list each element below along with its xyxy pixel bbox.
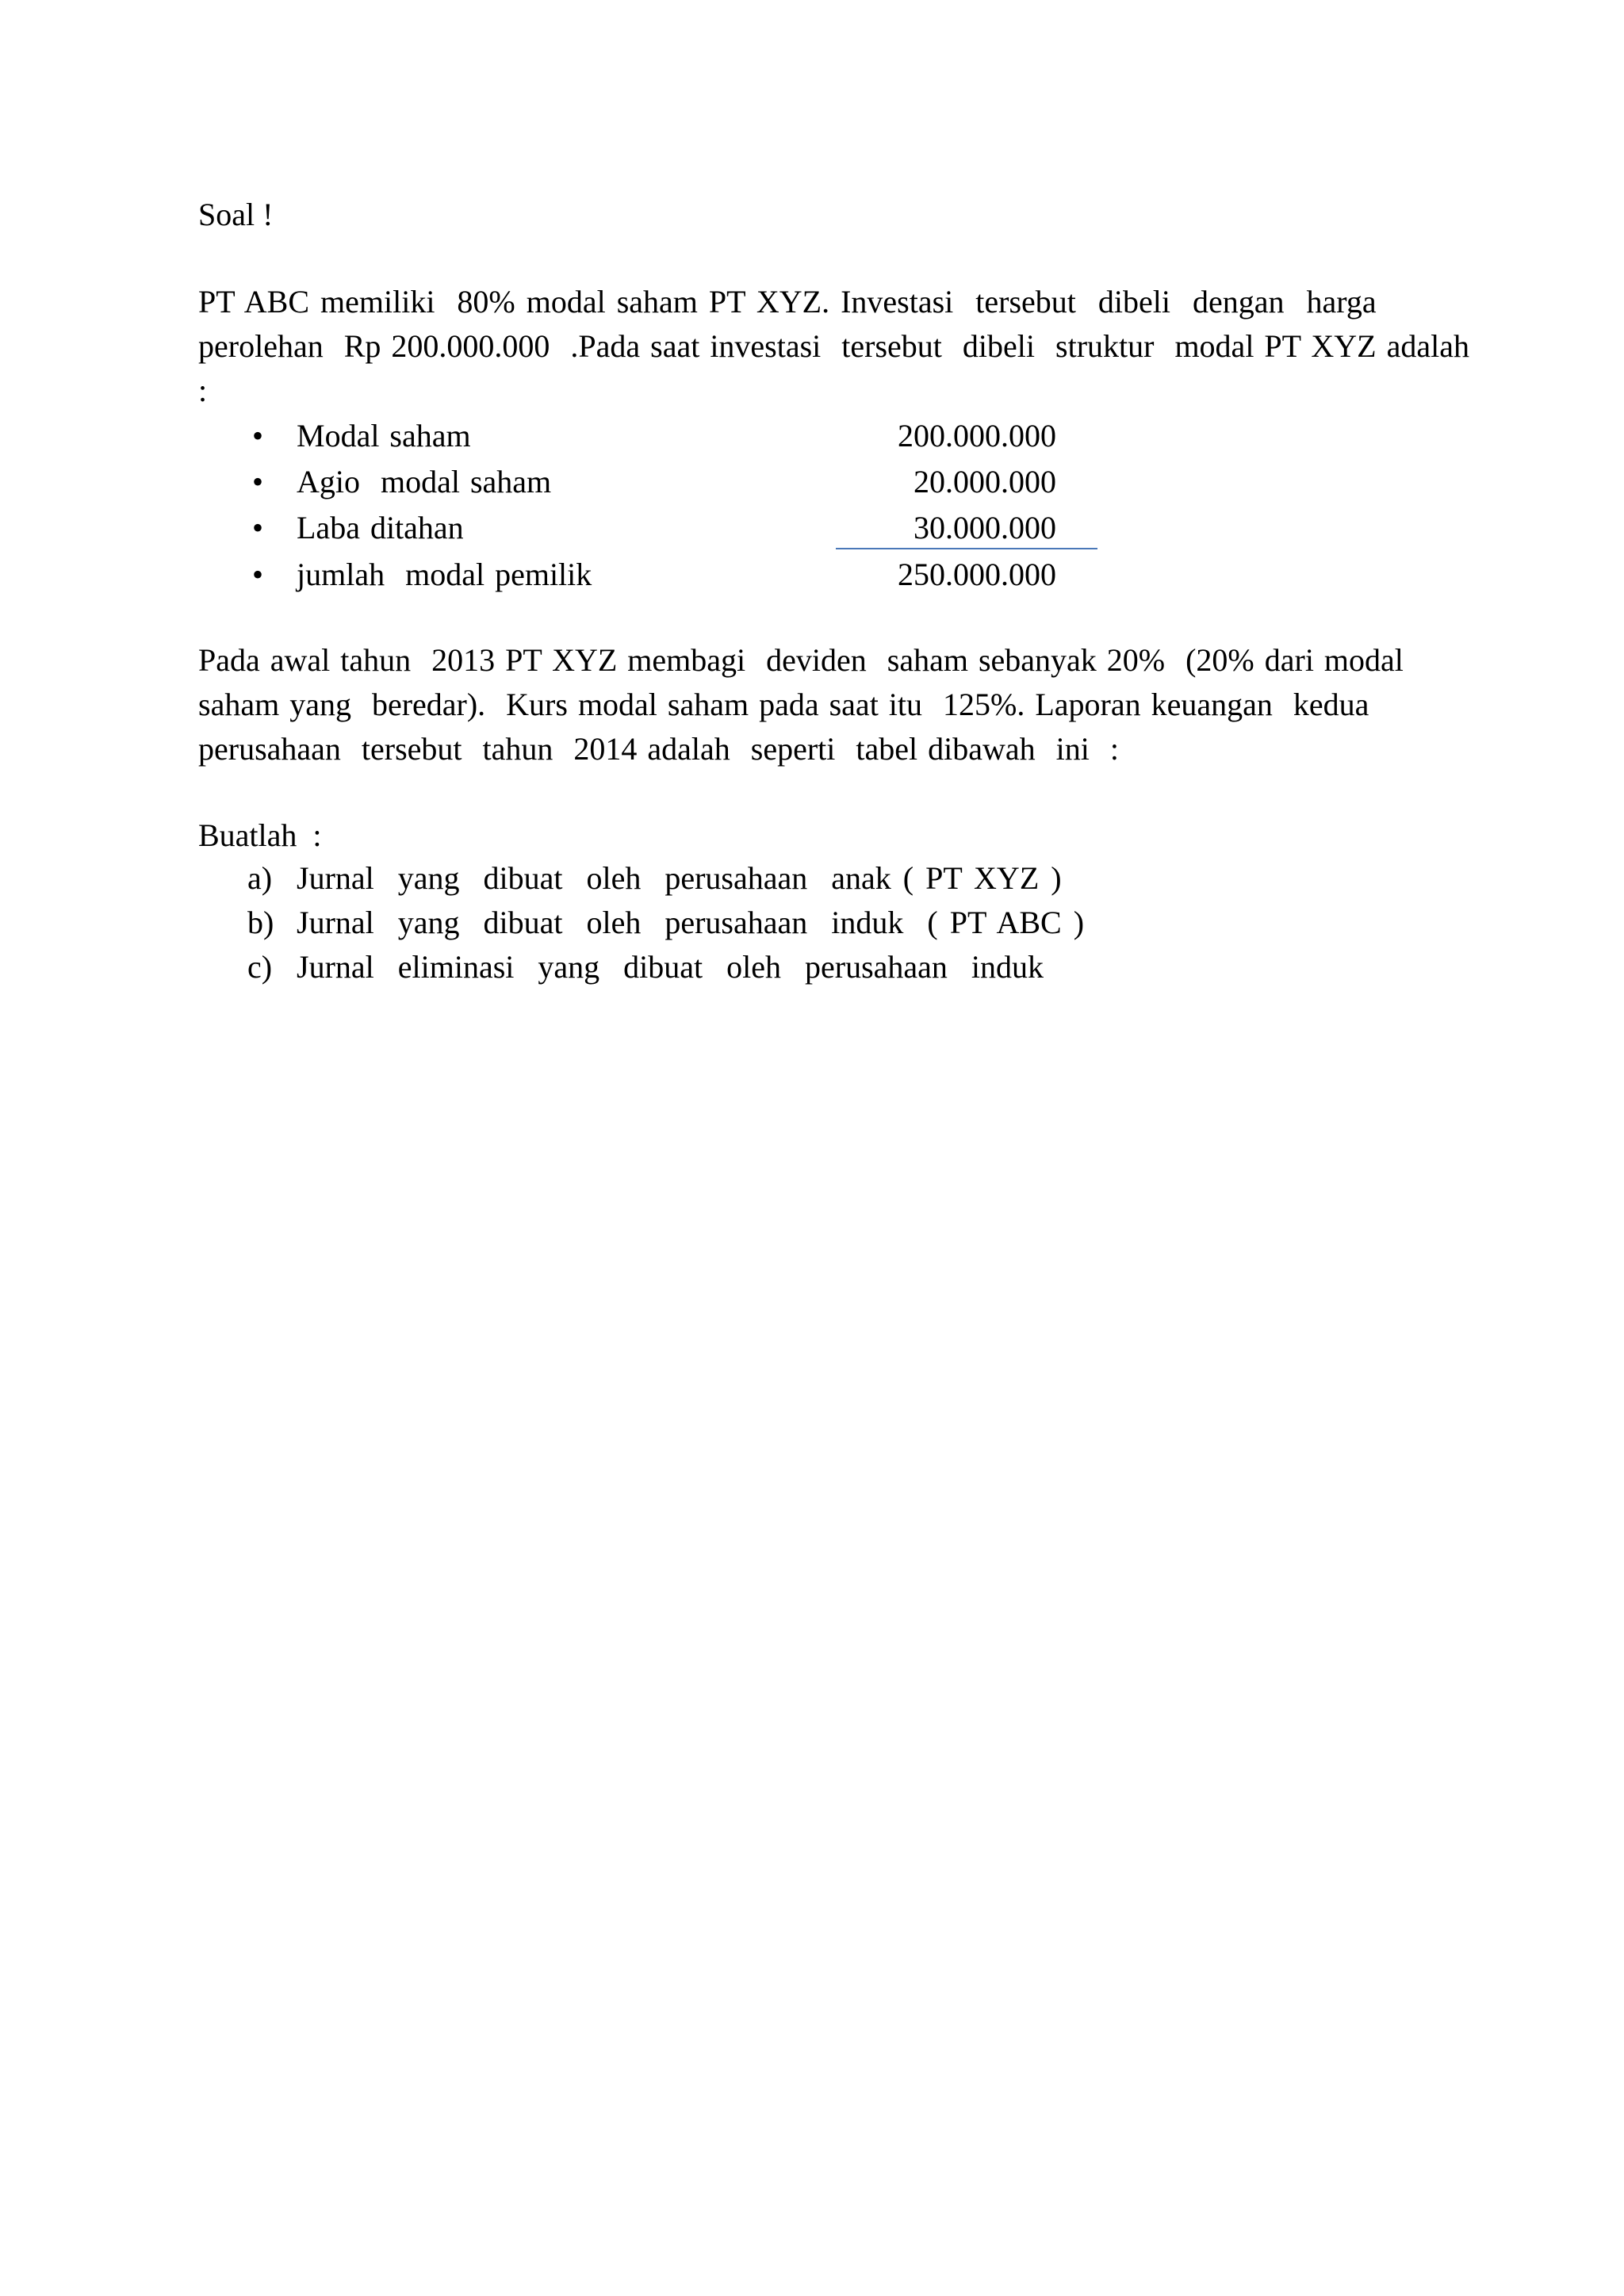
dividend-line-1: Pada awal tahun 2013 PT XYZ membagi deviden saham sebanyak 20% (20% dari modal bbox=[198, 642, 1404, 678]
capital-row-value: 200.000.000 bbox=[898, 418, 1056, 453]
bullet-icon: • bbox=[251, 464, 263, 499]
task-item bbox=[0, 857, 1624, 900]
capital-row-label: jumlah modal pemilik bbox=[297, 557, 592, 592]
capital-row-label: Agio modal saham bbox=[297, 464, 552, 499]
capital-row-label: Laba ditahan bbox=[297, 510, 464, 545]
task-item bbox=[0, 901, 1624, 944]
intro-line-3: : bbox=[198, 373, 208, 408]
capital-row-total-equity bbox=[0, 553, 1624, 596]
intro-line-2: perolehan Rp 200.000.000 .Pada saat investasi tersebut dibeli struktur modal PT XYZ adalah bbox=[198, 328, 1469, 364]
capital-row-label: Modal saham bbox=[297, 418, 471, 453]
bullet-icon: • bbox=[251, 510, 263, 545]
capital-row-share-capital bbox=[0, 415, 1624, 457]
capital-row-value: 30.000.000 bbox=[914, 510, 1056, 545]
bullet-icon: • bbox=[251, 557, 263, 592]
instruction-heading: Buatlah : bbox=[198, 817, 322, 853]
task-marker: b) bbox=[247, 905, 274, 940]
capital-row-retained-earnings bbox=[0, 507, 1624, 549]
task-text: Jurnal yang dibuat oleh perusahaan induk ( PT ABC ) bbox=[297, 905, 1085, 940]
task-text: Jurnal eliminasi yang dibuat oleh perusahaan induk bbox=[297, 949, 1044, 985]
dividend-line-3: perusahaan tersebut tahun 2014 adalah seperti tabel dibawah ini : bbox=[198, 731, 1119, 767]
task-item bbox=[0, 946, 1624, 989]
question-heading: Soal ! bbox=[198, 197, 274, 232]
task-marker: a) bbox=[247, 860, 273, 896]
capital-row-value: 250.000.000 bbox=[898, 557, 1056, 592]
dividend-line-2: saham yang beredar). Kurs modal saham pada saat itu 125%. Laporan keuangan kedua bbox=[198, 687, 1369, 722]
capital-row-value: 20.000.000 bbox=[914, 464, 1056, 499]
task-text: Jurnal yang dibuat oleh perusahaan anak ( PT XYZ ) bbox=[297, 860, 1062, 896]
task-marker: c) bbox=[247, 949, 273, 985]
intro-line-1: PT ABC memiliki 80% modal saham PT XYZ. Investasi tersebut dibeli dengan harga bbox=[198, 284, 1377, 320]
bullet-icon: • bbox=[251, 418, 263, 453]
sum-underline bbox=[836, 548, 1097, 549]
capital-row-share-premium bbox=[0, 461, 1624, 503]
